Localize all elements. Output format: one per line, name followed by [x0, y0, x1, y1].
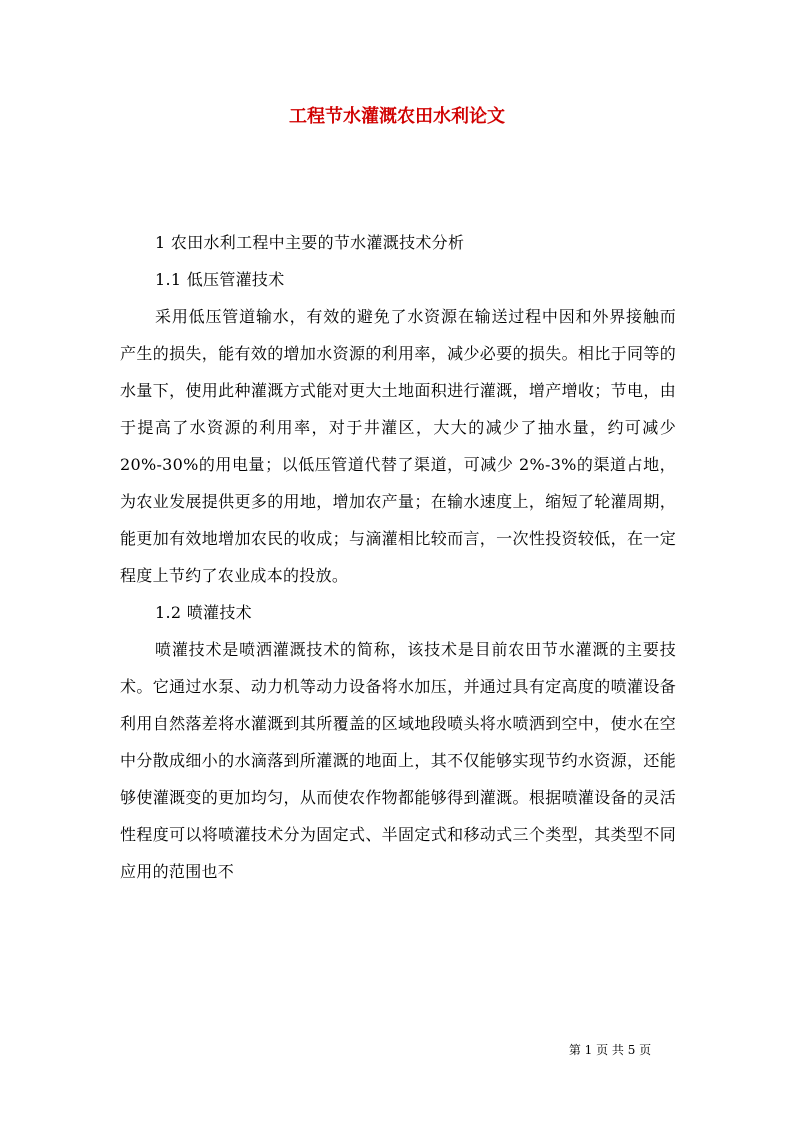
section-heading: 1 农田水利工程中主要的节水灌溉技术分析	[155, 233, 465, 252]
page-number-footer: 第 1 页 共 5 页	[568, 1043, 652, 1057]
subsection-heading: 1.2 喷灌技术	[155, 603, 252, 622]
subsection-heading: 1.1 低压管灌技术	[155, 270, 285, 289]
document-title: 工程节水灌溉农田水利论文	[289, 106, 505, 127]
body-paragraph: 采用低压管道输水，有效的避免了水资源在输送过程中因和外界接触而产生的损失，能有效的增加水资源的利用率，减少必要的损失。相比于同等的水量下，使用此种灌溉方式能对更大土地面积进行灌溉，增产增收；节电，由于提高了水资源的利用率，对于井灌区，大大的减少了抽水量，约可减少 20%-30%的用电量；以低压管道代替了渠道，可减少 2%-3%的渠道占地，为农业发展提供更多的用地，增加农产量；在输水速度上，缩短了轮灌周期，能更加有效地增加农民的收成；与滴灌相比较而言，一次性投资较低，在一定程度上节约了农业成本的投放。	[120, 307, 676, 585]
document-body	[120, 224, 676, 890]
body-paragraph: 喷灌技术是喷洒灌溉技术的简称，该技术是目前农田节水灌溉的主要技术。它通过水泵、动力机等动力设备将水加压，并通过具有定高度的喷灌设备利用自然落差将水灌溉到其所覆盖的区域地段喷头将水喷洒到空中，使水在空中分散成细小的水滴落到所灌溉的地面上，其不仅能够实现节约水资源，还能够使灌溉变的更加均匀，从而使农作物都能够得到灌溉。根据喷灌设备的灵活性程度可以将喷灌技术分为固定式、半固定式和移动式三个类型，其类型不同应用的范围也不	[120, 640, 676, 881]
